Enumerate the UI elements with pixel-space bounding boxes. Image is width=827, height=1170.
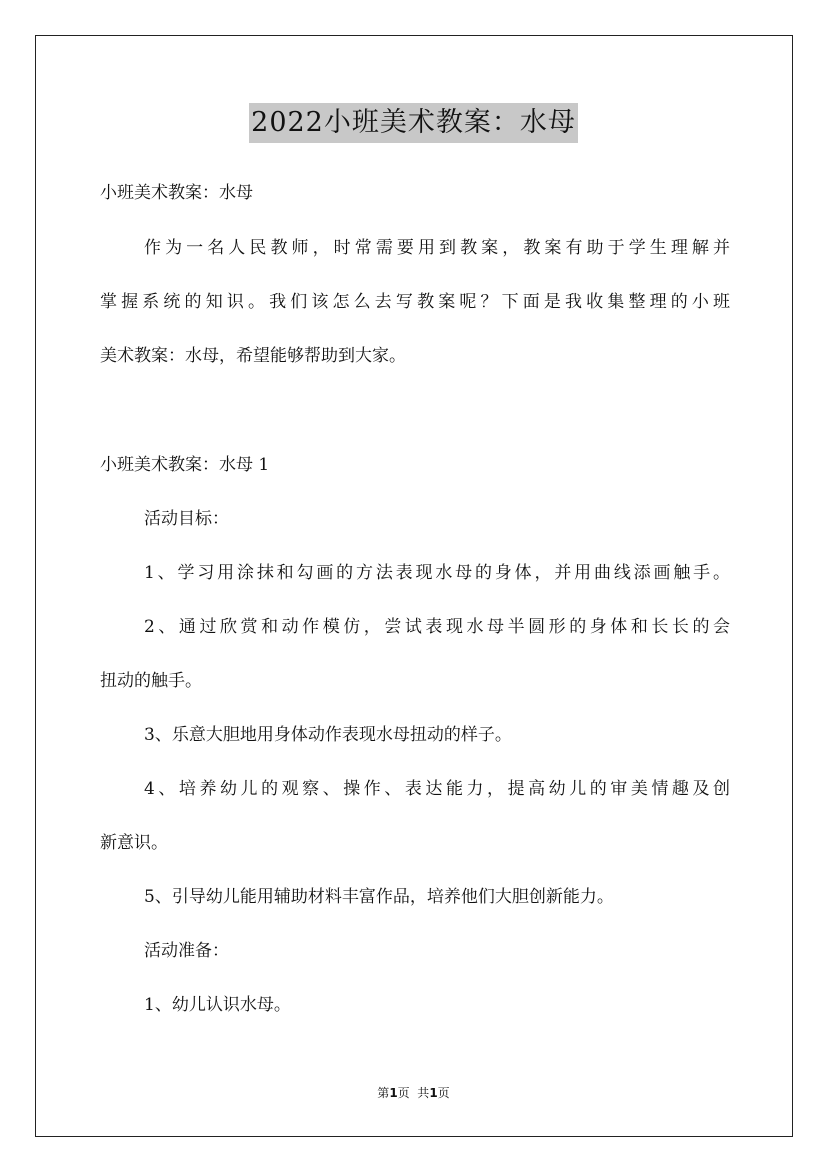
subtitle: 小班美术教案：水母 bbox=[100, 183, 253, 203]
footer-page-total: 1 bbox=[429, 1086, 438, 1100]
footer-page-current: 1 bbox=[389, 1086, 398, 1100]
footer-suffix: 页 bbox=[437, 1086, 450, 1100]
intro-line-2: 掌握系统的知识。我们该怎么去写教案呢？下面是我收集整理的小班 bbox=[100, 292, 730, 312]
title-container bbox=[0, 103, 827, 143]
goal-4: 4、培养幼儿的观察、操作、表达能力，提高幼儿的审美情趣及创 bbox=[144, 779, 730, 799]
section-heading: 小班美术教案：水母 1 bbox=[100, 455, 270, 475]
footer-mid: 页 共 bbox=[397, 1086, 430, 1100]
goal-5: 5、引导幼儿能用辅助材料丰富作品，培养他们大胆创新能力。 bbox=[144, 887, 614, 907]
document-title: 2022小班美术教案：水母 bbox=[249, 103, 578, 143]
prep-heading: 活动准备： bbox=[144, 941, 229, 961]
goal-4-continued: 新意识。 bbox=[100, 833, 168, 853]
goals-heading: 活动目标： bbox=[144, 509, 229, 529]
intro-line-1: 作为一名人民教师，时常需要用到教案，教案有助于学生理解并 bbox=[144, 238, 730, 258]
intro-line-3: 美术教案：水母，希望能够帮助到大家。 bbox=[100, 346, 406, 366]
goal-2: 2、通过欣赏和动作模仿，尝试表现水母半圆形的身体和长长的会 bbox=[144, 617, 730, 637]
goal-2-continued: 扭动的触手。 bbox=[100, 671, 202, 691]
footer-prefix: 第 bbox=[377, 1086, 390, 1100]
goal-3: 3、乐意大胆地用身体动作表现水母扭动的样子。 bbox=[144, 725, 512, 745]
goal-1: 1、学习用涂抹和勾画的方法表现水母的身体，并用曲线添画触手。 bbox=[144, 563, 730, 583]
prep-1: 1、幼儿认识水母。 bbox=[144, 995, 291, 1015]
page-footer bbox=[0, 1084, 827, 1101]
